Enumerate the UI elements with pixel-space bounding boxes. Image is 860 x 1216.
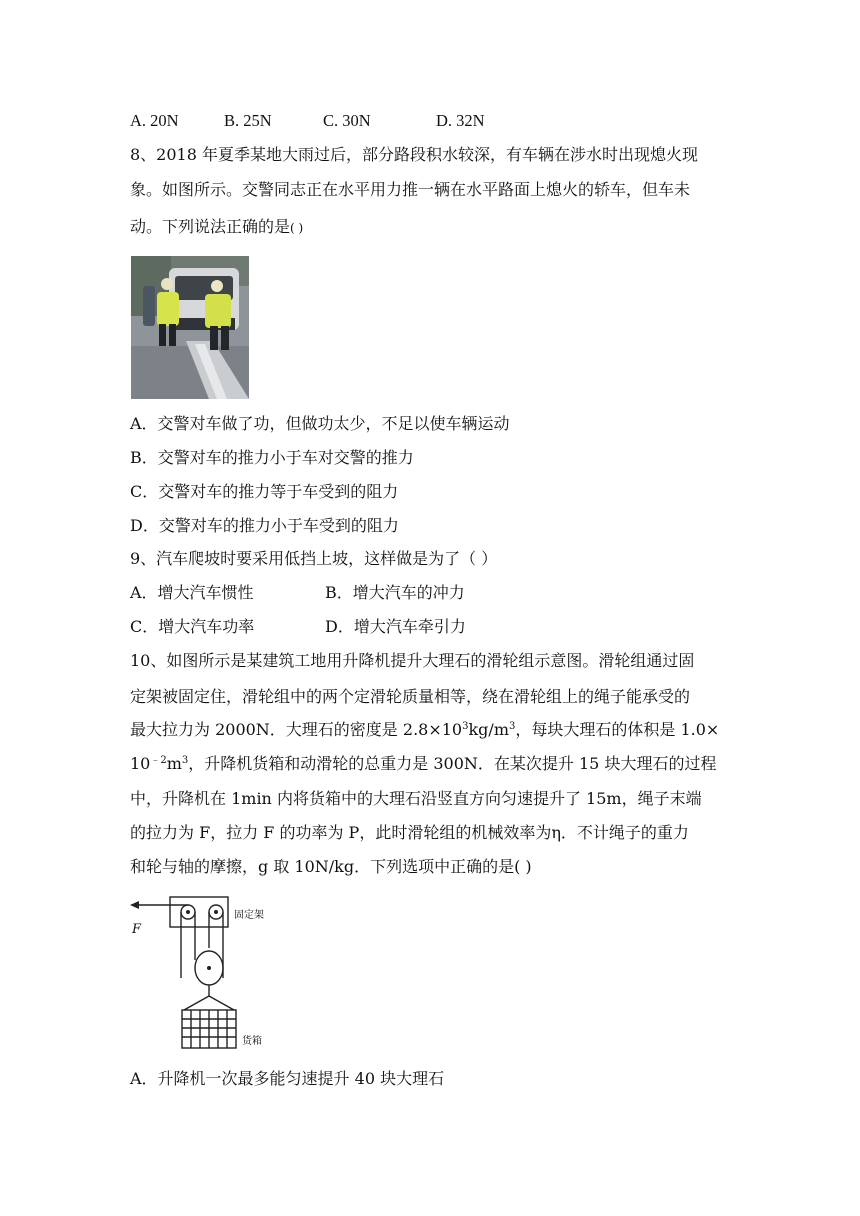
q7-option-a: A. 20N [130,111,179,130]
q9-stem: 9、汽车爬坡时要采用低挡上坡，这样做是为了（ ） [130,549,498,568]
q10-option-a: A．升降机一次最多能匀速提升 40 块大理石 [130,1069,445,1088]
q9-option-a: A．增大汽车惯性 [130,583,254,602]
q7-option-d: D. 32N [436,111,485,130]
q10-stem-line-2: 定架被固定住，滑轮组中的两个定滑轮质量相等，绕在滑轮组上的绳子能承受的 [130,687,691,706]
q10-stem-line-7: 和轮与轴的摩擦，g 取 10N/kg．下列选项中正确的是( ) [130,857,532,876]
q10-stem-line-3: 最大拉力为 2000N．大理石的密度是 $2.8\times 10^3kg/m^3$，每块大理石的体积是 1.0× [130,720,720,739]
traffic-police-pushing-car-photo [131,256,249,399]
q7-option-c: C. 30N [323,111,371,130]
q8-option-a: A．交警对车做了功，但做功太少，不足以使车辆运动 [130,414,510,433]
q10-stem-line-6: 的拉力为 F，拉力 F 的功率为 P，此时滑轮组的机械效率为η．不计绳子的重力 [130,823,689,842]
q8-option-d: D．交警对车的推力小于车受到的阻力 [130,516,399,535]
q8-option-b: B．交警对车的推力小于车对交警的推力 [130,448,414,467]
q10-stem-line-5: 中，升降机在 1min 内将货箱中的大理石沿竖直方向匀速提升了 15m，绳子末端 [130,789,702,808]
q8-option-c: C．交警对车的推力等于车受到的阻力 [130,482,399,501]
q9-option-c: C．增大汽车功率 [130,617,255,636]
q9-options-row-2 [130,619,530,637]
q8-stem-line-2: 象。如图所示。交警同志正在水平用力推一辆在水平路面上熄火的轿车，但车未 [130,180,691,199]
fixed-frame-label: 固定架 [234,910,264,921]
q9-option-d: D．增大汽车牵引力 [325,617,466,636]
cargo-box-label: 货箱 [242,1036,262,1047]
q8-stem-text: 动。下列说法正确的是 [130,217,291,236]
q10-stem-line-4: $10^{﹣2}m^3$，升降机货箱和动滑轮的总重力是 300N．在某次提升 15 块大理石的过程 [130,754,717,773]
q9-options-row-1 [130,585,530,603]
pulley-system-diagram [128,892,276,1052]
q8-stem-line-1: 8、2018 年夏季某地大雨过后，部分路段积水较深，有车辆在涉水时出现熄火现 [130,145,698,164]
q7-options [130,113,530,131]
q10-stem-line-1: 10、如图所示是某建筑工地用升降机提升大理石的滑轮组示意图。滑轮组通过固 [130,651,695,670]
q9-option-b: B．增大汽车的冲力 [325,583,465,602]
q8-stem-line-3 [130,219,303,235]
force-f-label: F [132,922,142,937]
q8-answer-paren: ( ) [290,221,304,235]
q7-option-b: B. 25N [224,111,272,130]
